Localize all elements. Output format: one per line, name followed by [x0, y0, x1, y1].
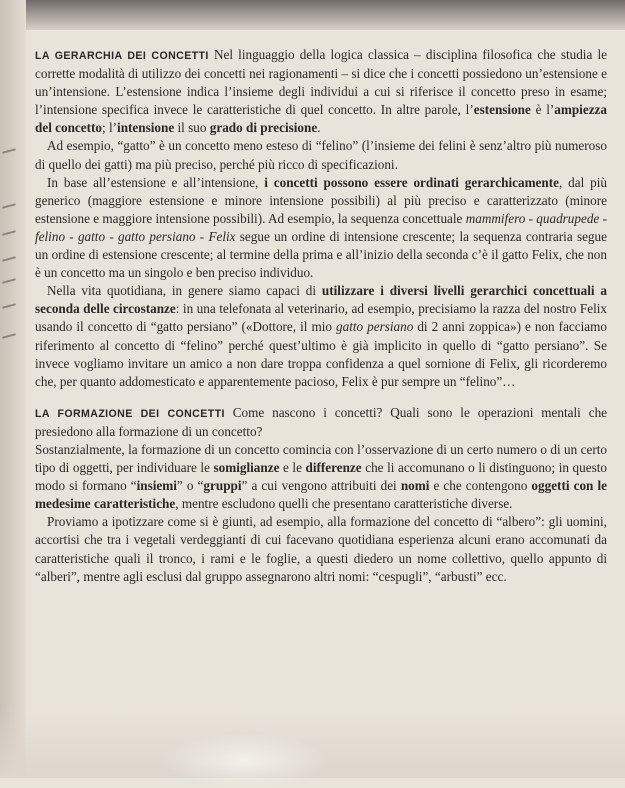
text-run: - — [195, 228, 209, 244]
section-heading-formazione: LA FORMAZIONE DEI CONCETTI — [35, 407, 225, 420]
text-run: ; l’ — [102, 120, 118, 136]
text-run: il suo — [174, 120, 210, 136]
text-run: : in una telefonata al veterinario, ad esempio, precisiamo la razza del nostro Felix usando il concetto di “gatto persiano” («Dottore, il mio — [35, 301, 607, 335]
bold-text: utilizzare i diversi livelli gerarchici concettuali a seconda delle circostanze — [35, 283, 607, 317]
bold-text: i concetti possono essere ordinati gerarchicamente — [264, 174, 559, 190]
margin-marks — [0, 0, 24, 778]
bold-text: insiemi — [136, 478, 177, 494]
bold-text: nomi — [400, 478, 430, 494]
text-run: e che contengono — [429, 478, 532, 494]
text-run: , mentre escludono quelli che presentano caratteristiche diverse. — [175, 496, 513, 512]
paragraph-ordinamento — [35, 174, 607, 283]
text-run: ” o “ — [176, 478, 204, 494]
page-text — [35, 46, 607, 586]
italic-text: gatto persiano — [336, 319, 414, 335]
italic-text: Felix — [208, 228, 236, 244]
text-run: . — [317, 120, 321, 136]
bold-text: estensione — [473, 102, 531, 118]
paragraph-vita-quotidiana — [35, 282, 607, 391]
text-run: Nel linguaggio della logica classica – disciplina filosofica che studia le corrette modalità di utilizzo dei concetti nei ragionamenti – si dice che i concetti possiedono un’estensione e un’intensione. L’estensione indica l’insieme degli individui a cui si riferisce il concetto preso in esame; l’intensione specifica invece le caratteristiche di quel concetto. In altre parole, l’ — [35, 47, 608, 118]
text-run: Sostanzialmente, la formazione di un concetto comincia con l’osservazione di un certo numero o di un certo tipo di oggetti, per individuare le — [35, 441, 607, 476]
bold-text: oggetti con le medesime caratteristiche — [35, 478, 607, 512]
light-glare — [160, 733, 330, 788]
paragraph-osservazione — [35, 441, 607, 513]
section-heading-gerarchia: LA GERARCHIA DEI CONCETTI — [35, 50, 209, 62]
paragraph-esempio-gatto — [35, 137, 607, 173]
text-run: Nella vita quotidiana, in genere siamo capaci di — [47, 283, 322, 299]
paragraph-formazione-intro — [35, 404, 607, 441]
text-run: ” a cui vengono attribuiti dei — [241, 478, 401, 494]
bold-text: intensione — [117, 120, 175, 136]
text-run: di 2 anni zoppica») e non facciamo riferimento al concetto di “felino” perché quest’ultimo è già implicito in quello di “gatto persiano”. Se invece vogliamo invitare un amico a non dare troppa confidenza a quel sornione di Felix, gli ricorderemo che, per quanto addomesticato e apparentemente pacioso, Felix è pur sempre un “felino”… — [35, 319, 607, 389]
text-run: e le — [279, 460, 306, 476]
italic-text: mammifero - quadrupede - felino - gatto - gatto persiano — [35, 210, 607, 244]
bold-text: grado di precisione — [209, 120, 318, 136]
bold-text: ampiezza del concetto — [35, 102, 607, 136]
text-run: che li accomunano o li distinguono; in questo modo si formano “ — [35, 460, 607, 494]
text-run: segue un ordine di intensione crescente; la sequenza contraria segue un ordine di estensione crescente; al termine della prima e all’inizio della seconda c’è il gatto Felix, che non è un concetto ma un singolo e ben preciso individuo. — [35, 228, 607, 281]
text-run: In base all’estensione e all’intensione, — [47, 174, 265, 190]
bold-text: somiglianze — [213, 460, 280, 476]
paragraph-gerarchia-intro — [35, 46, 607, 137]
paragraph-albero — [35, 513, 607, 585]
text-run: , dal più generico (maggiore estensione e minore intensione possibili) al più preciso e caratterizzato (minore estensione e maggiore intensione possibili). Ad esempio, la sequenza concettuale — [35, 174, 608, 226]
bold-text: differenze — [305, 460, 362, 476]
text-run: è l’ — [530, 102, 555, 118]
text-run: Ad esempio, “gatto” è un concetto meno esteso di “felino” (l’insieme dei felini è senz’altro più numeroso di quello dei gatti) ma più preciso, perché più ricco di specificazioni. — [35, 138, 607, 172]
text-run: Proviamo a ipotizzare come si è giunti, ad esempio, alla formazione del concetto di “albero”: gli uomini, accortisi che tra i vegetali verdeggianti di cui facevano quotidiana esperienza alcuni erano accomunati da caratteristiche quali il tronco, i rami e le foglie, a questi diedero un nome collettivo, quello appunto di “alberi”, mentre agli esclusi dal gruppo assegnarono altri nomi: “cespugli”, “arbusti” ecc. — [35, 514, 607, 584]
page-top-shadow — [0, 0, 625, 30]
text-run: Come nascono i concetti? Quali sono le operazioni mentali che presiedono alla formazione di un concetto? — [35, 404, 608, 439]
bold-text: gruppi — [203, 478, 242, 494]
